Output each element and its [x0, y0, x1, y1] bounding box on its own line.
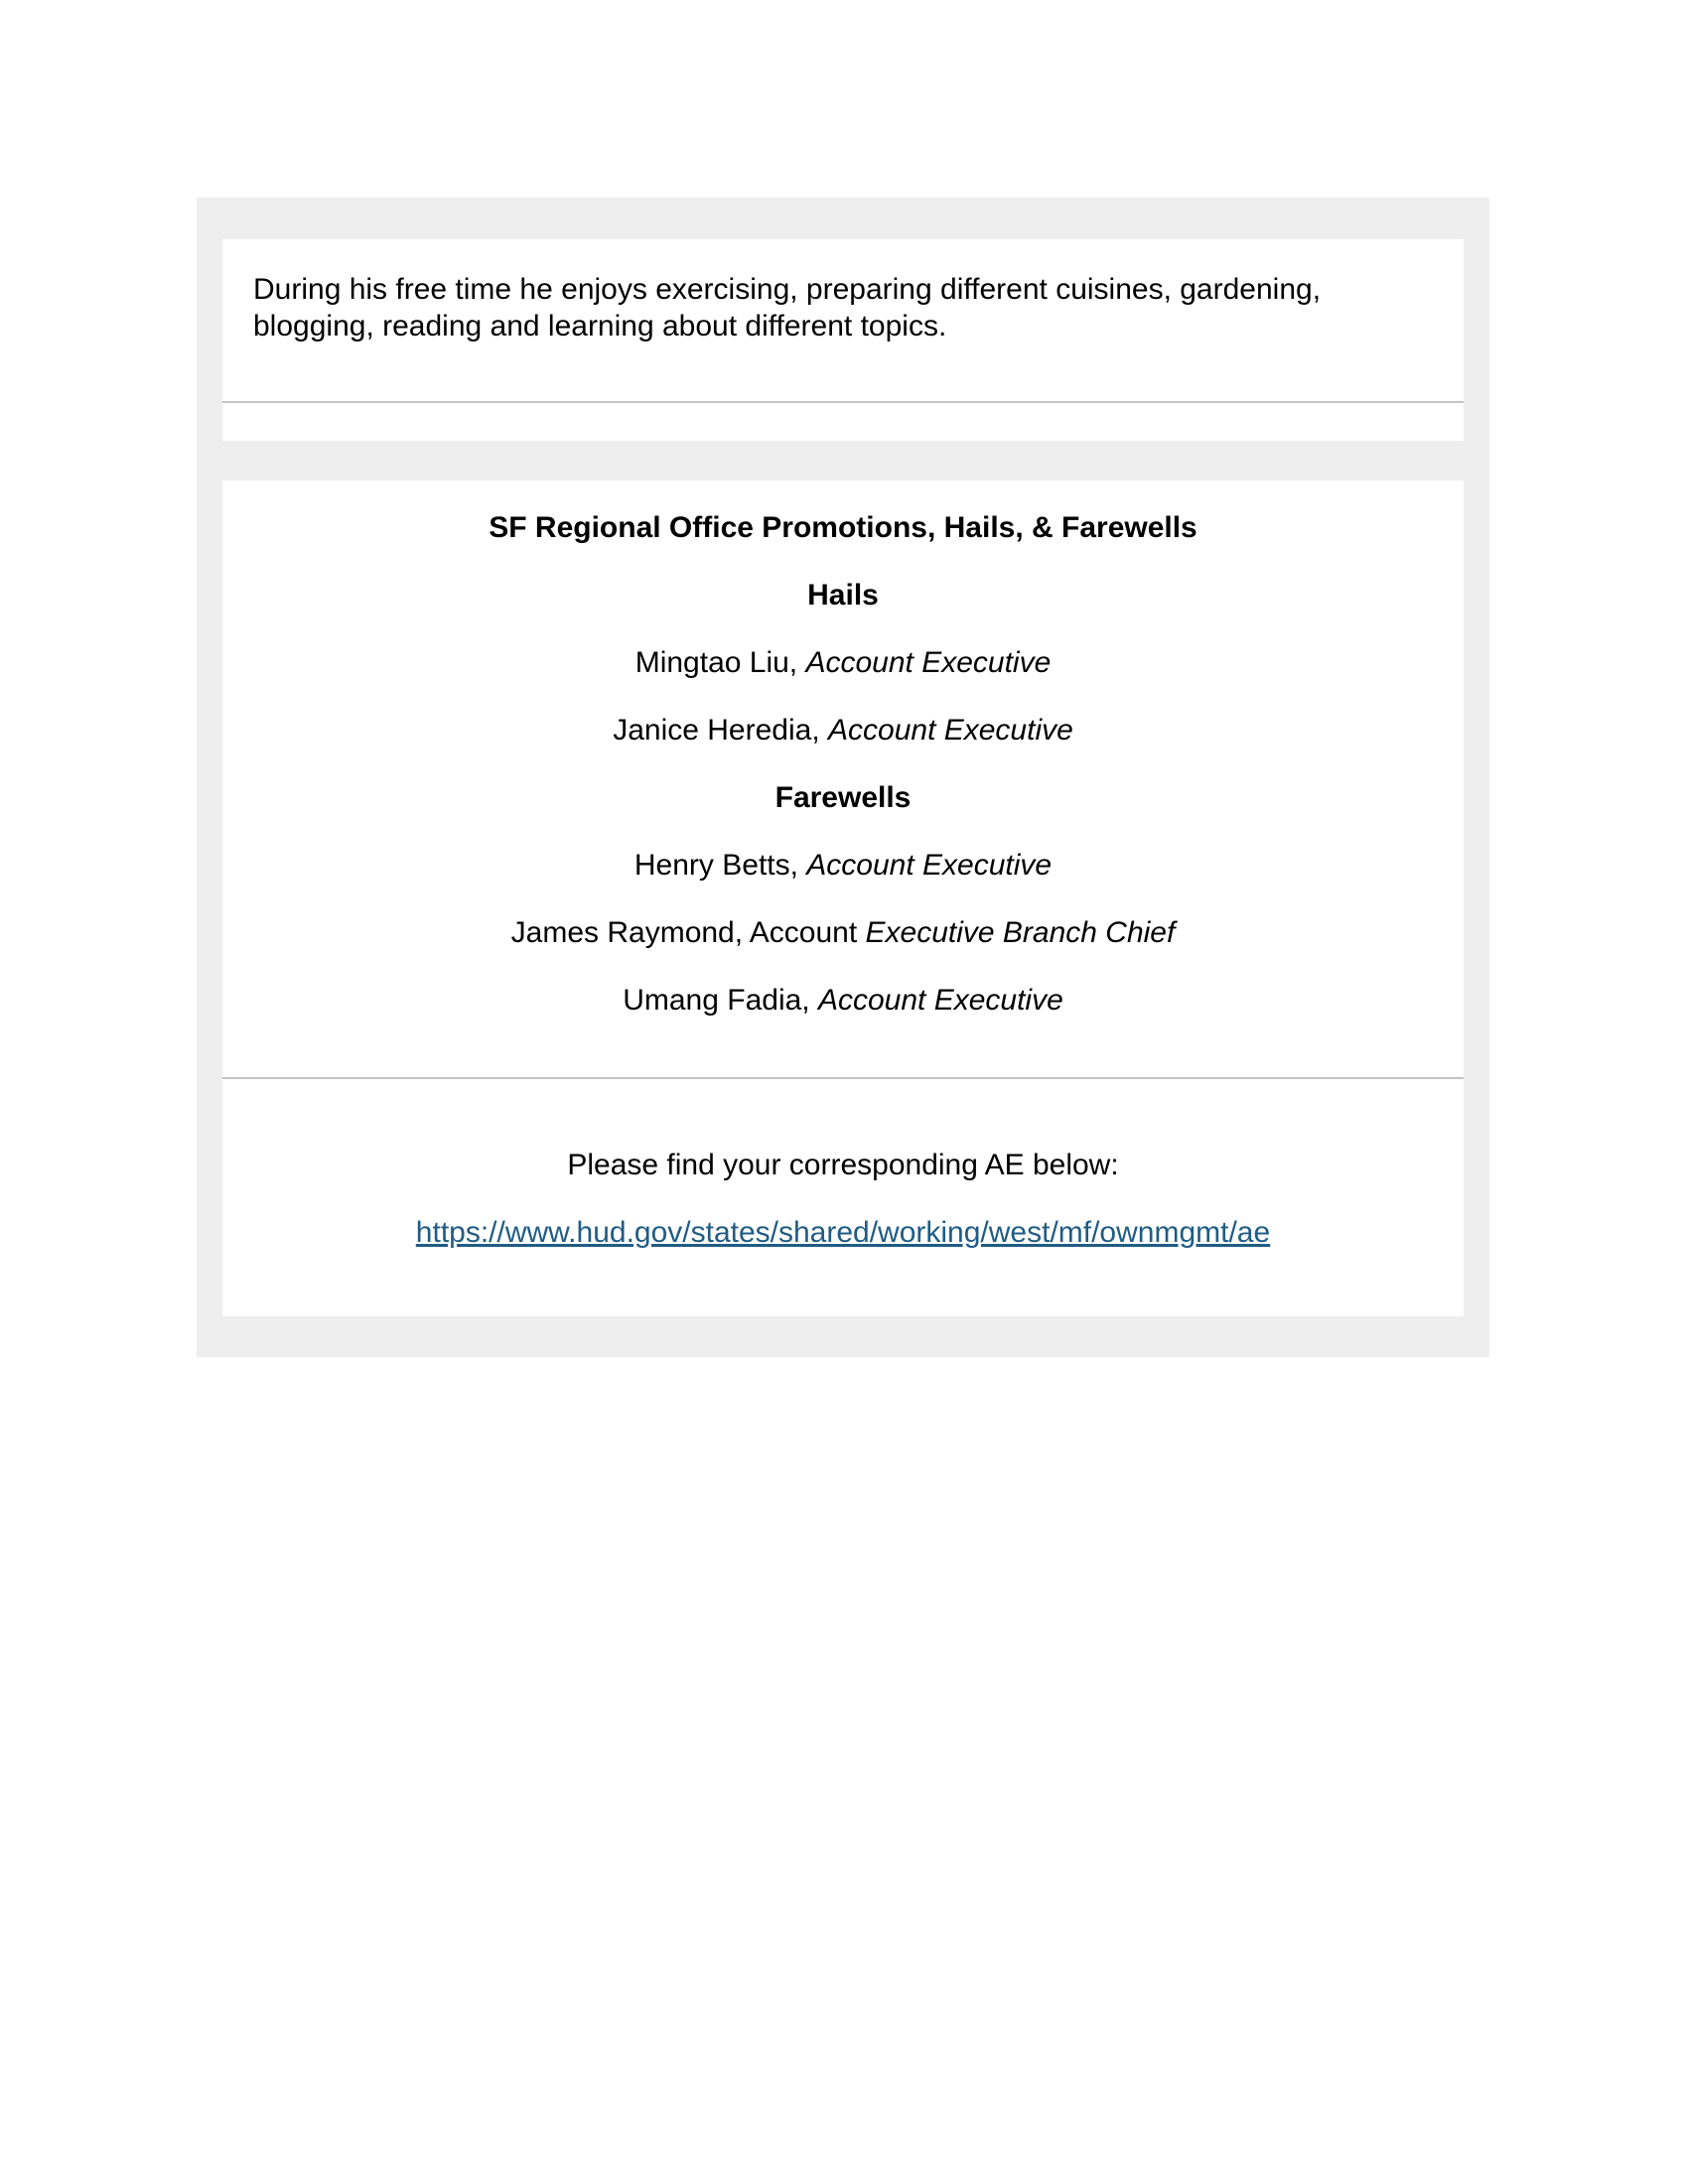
- newsletter-frame: [197, 198, 1489, 1357]
- farewell-name: Umang Fadia,: [623, 984, 818, 1017]
- farewell-title: Executive Branch Chief: [865, 916, 1176, 949]
- farewells-heading: Farewells: [774, 781, 912, 814]
- ae-lookup-section: [222, 1148, 1464, 1283]
- hail-name: Mingtao Liu,: [634, 646, 806, 679]
- ae-link-line: [222, 1215, 1464, 1251]
- farewell-item: [222, 848, 1464, 884]
- announcements-divider: [222, 1077, 1464, 1079]
- farewell-title: Account Executive: [817, 984, 1063, 1017]
- farewell-name: James Raymond, Account: [510, 916, 866, 949]
- hail-item: [222, 645, 1464, 681]
- farewell-title: Account Executive: [806, 849, 1053, 882]
- hails-heading: Hails: [807, 579, 879, 612]
- ae-directory-link[interactable]: https://www.hud.gov/states/shared/working/west/mf/ownmgmt/ae: [415, 1216, 1271, 1249]
- hail-title: Account Executive: [828, 714, 1073, 747]
- ae-lookup-prompt: Please find your corresponding AE below:: [567, 1149, 1119, 1181]
- intro-divider: [222, 401, 1464, 403]
- announcements-section: [222, 510, 1464, 1050]
- farewell-item: [222, 915, 1464, 951]
- hail-title: Account Executive: [805, 646, 1052, 679]
- hail-item: [222, 713, 1464, 749]
- farewell-name: Henry Betts,: [633, 849, 807, 882]
- farewell-item: [222, 983, 1464, 1019]
- intro-card: [222, 239, 1464, 441]
- intro-paragraph: During his free time he enjoys exercising, preparing different cuisines, gardening, blogging, reading and learning about different topics.: [253, 273, 1322, 342]
- hail-name: Janice Heredia,: [613, 714, 828, 747]
- announcements-card: [222, 480, 1464, 1316]
- announcements-title: SF Regional Office Promotions, Hails, & Farewells: [489, 511, 1197, 544]
